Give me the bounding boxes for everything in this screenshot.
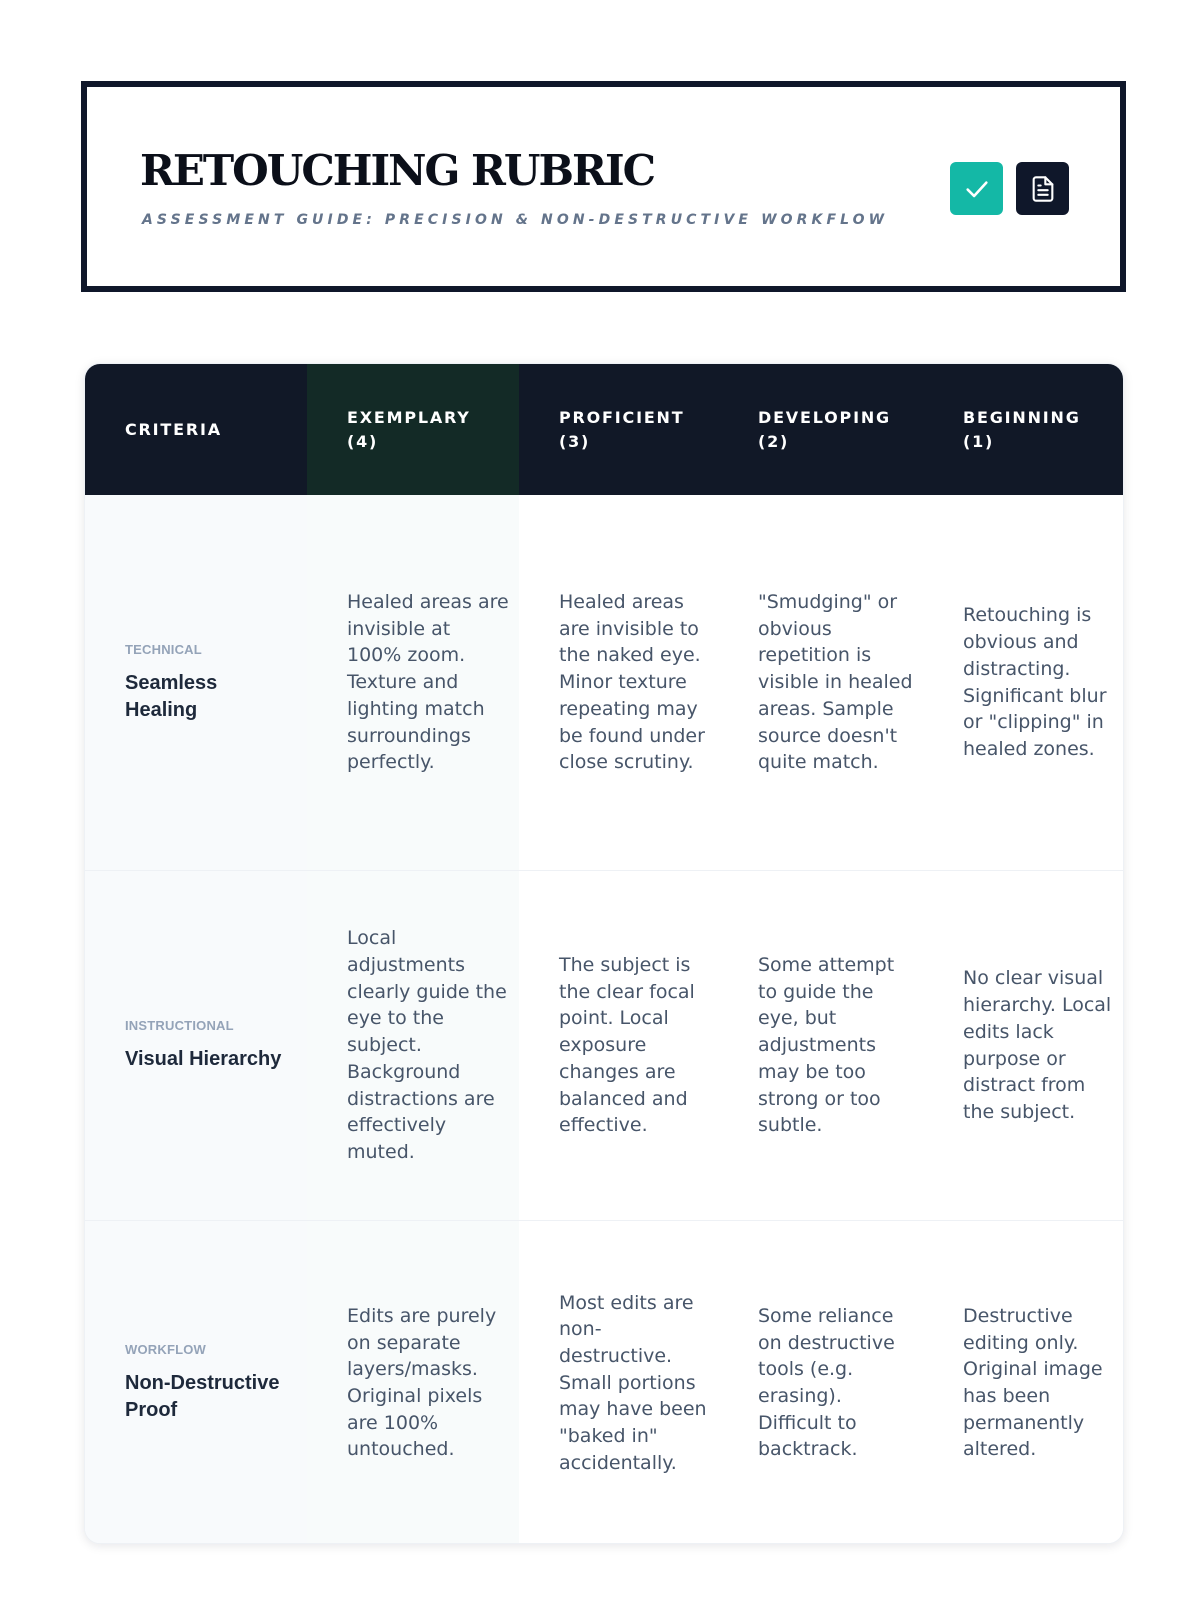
exemplary-cell: Local adjustments clearly guide the eye to the subject. Background distractions are effectively muted. [307,871,519,1220]
document-button[interactable] [1016,162,1069,215]
criteria-name: Non-Destructive Proof [125,1372,280,1421]
column-header-beginning: BEGINNING (1) [963,407,1081,451]
column-header-developing: DEVELOPING (2) [758,407,891,451]
column-header-proficient: PROFICIENT (3) [559,407,685,451]
table-row [85,1221,1124,1544]
criteria-cell [85,495,307,870]
criteria-tag: WORKFLOW [125,1342,207,1358]
page-title: RETOUCHING RUBRIC [140,146,655,195]
criteria-cell [85,1221,307,1544]
table-header [85,364,1124,495]
table-row [85,495,1124,871]
exemplary-cell: Edits are purely on separate layers/masks. Original pixels are 100% untouched. [307,1221,519,1544]
column-header-exemplary: EXEMPLARY (4) [307,364,519,495]
developing-cell: Some reliance on destructive tools (e.g. erasing). Difficult to backtrack. [718,1221,923,1544]
beginning-cell: Retouching is obvious and distracting. Significant blur or "clipping" in healed zones. [923,495,1124,870]
criteria-name: Seamless Healing [125,671,218,721]
proficient-cell: Healed areas are invisible to the naked eye. Minor texture repeating may be found under close scrutiny. [519,495,718,870]
exemplary-cell: Healed areas are invisible at 100% zoom. Texture and lighting match surroundings perfectly. [307,495,519,870]
criteria-name: Visual Hierarchy [125,1048,282,1071]
document-icon [1029,174,1057,204]
developing-cell: "Smudging" or obvious repetition is visible in healed areas. Sample source doesn't quite match. [718,495,923,870]
proficient-cell: The subject is the clear focal point. Local exposure changes are balanced and effective. [519,871,718,1220]
approve-button[interactable] [950,162,1003,215]
check-icon [963,175,991,203]
rubric-table [84,363,1124,1544]
page-subtitle: ASSESSMENT GUIDE: PRECISION & NON-DESTRUCTIVE WORKFLOW [142,212,889,228]
proficient-cell: Most edits are non-destructive. Small portions may have been "baked in" accidentally. [519,1221,718,1544]
criteria-tag: TECHNICAL [125,641,202,657]
developing-cell: Some attempt to guide the eye, but adjustments may be too strong or too subtle. [718,871,923,1220]
table-row [85,871,1124,1221]
column-header-criteria: CRITERIA [125,419,222,439]
criteria-tag: INSTRUCTIONAL [125,1018,234,1034]
rubric-header [81,81,1126,292]
criteria-cell [85,871,307,1220]
beginning-cell: Destructive editing only. Original image has been permanently altered. [923,1221,1124,1544]
beginning-cell: No clear visual hierarchy. Local edits lack purpose or distract from the subject. [923,871,1124,1220]
